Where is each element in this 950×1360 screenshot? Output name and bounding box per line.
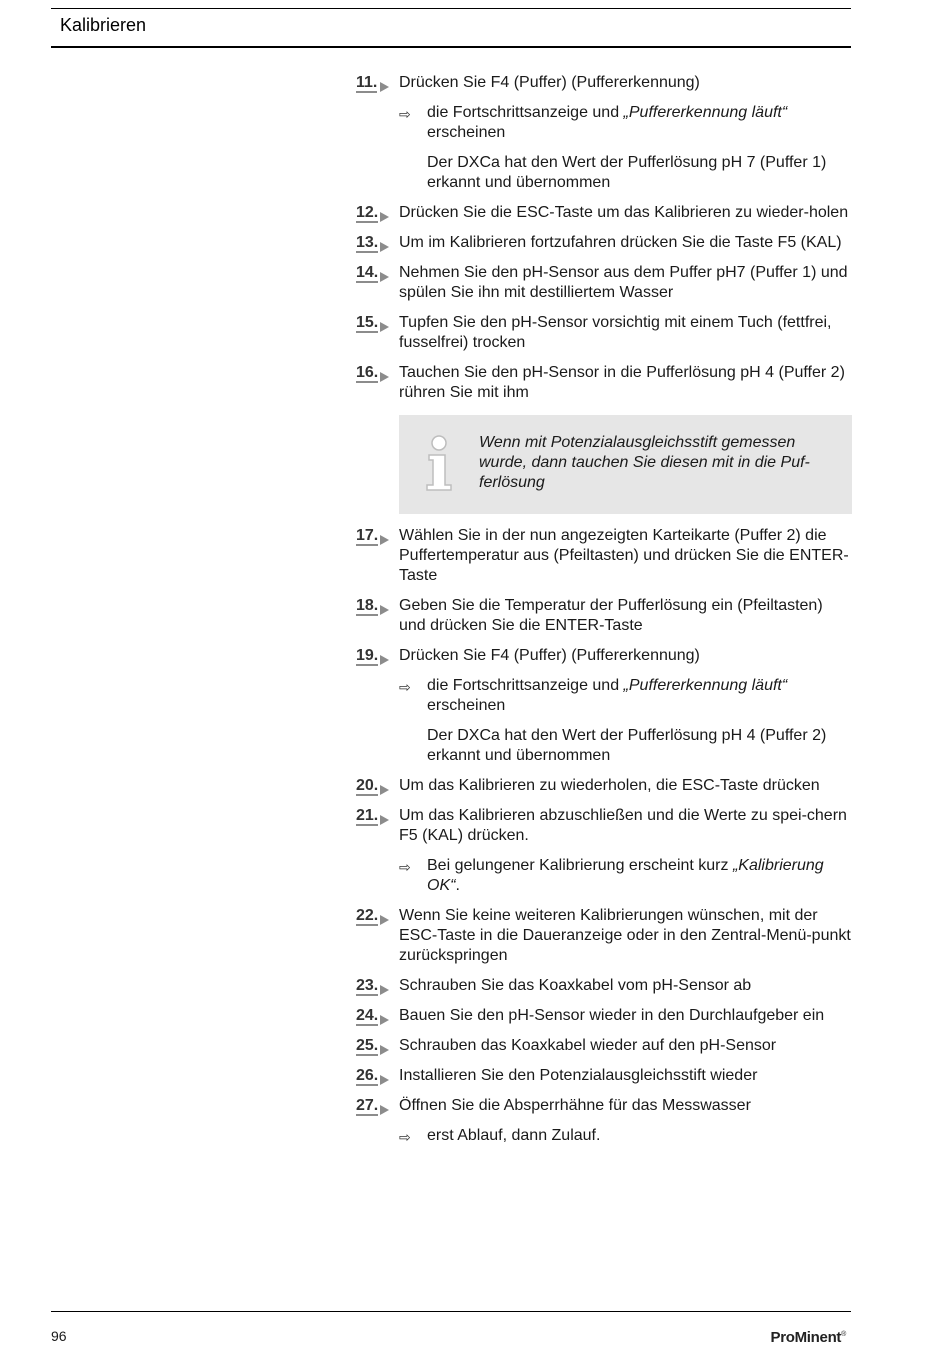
page-header-title: Kalibrieren xyxy=(60,15,147,35)
step-25: 25. Schrauben das Koaxkabel wieder auf den pH-Sensor xyxy=(356,1037,777,1054)
result-arrow-icon: ⇨ xyxy=(399,1129,411,1145)
step-20: 20. Um das Kalibrieren zu wiederholen, die ESC-Taste drücken xyxy=(356,777,820,794)
footer-rule xyxy=(51,1311,851,1312)
step-26: 26. Installieren Sie den Potenzialausgleichsstift wieder xyxy=(356,1067,758,1084)
note-19: Der DXCa hat den Wert der Pufferlösung pH 4 (Puffer 2) erkannt und übernommen xyxy=(427,727,827,764)
result-arrow-icon: ⇨ xyxy=(399,859,411,875)
step-27: 27. Öffnen Sie die Absperrhähne für das Messwasser xyxy=(356,1097,751,1114)
result-arrow-icon: ⇨ xyxy=(399,679,411,695)
info-box xyxy=(399,415,852,514)
step-23: 23. Schrauben Sie das Koaxkabel vom pH-Sensor ab xyxy=(356,977,752,994)
step-16: 16. Tauchen Sie den pH-Sensor in die Pufferlösung pH 4 (Puffer 2) rühren Sie mit ihm xyxy=(356,364,845,401)
step-24: 24. Bauen Sie den pH-Sensor wieder in den Durchlaufgeber ein xyxy=(356,1007,825,1024)
result-19: ⇨ die Fortschrittsanzeige und „Puffererkennung läuft“ erscheinen xyxy=(399,677,788,714)
step-18: 18. Geben Sie die Temperatur der Pufferlösung ein (Pfeiltasten) und drücken Sie die ENTER-Taste xyxy=(356,597,823,634)
instruction-list xyxy=(356,73,852,1156)
step-21: 21. Um das Kalibrieren abzuschließen und die Werte zu spei-chern F5 (KAL) drücken. xyxy=(356,807,847,844)
step-22: 22. Wenn Sie keine weiteren Kalibrierungen wünschen, mit der ESC-Taste in die Daueranzeige oder in den Zentral-Menü-punkt zurückspringen xyxy=(356,907,851,964)
info-text: Wenn mit Potenzialausgleichsstift gemessen wurde, dann tauchen Sie diesen mit in die Puf-ferlösung xyxy=(479,434,810,491)
header-top-rule xyxy=(51,8,851,9)
step-17: 17. Wählen Sie in der nun angezeigten Karteikarte (Puffer 2) die Puffertemperatur aus (Pfeiltasten) und drücken Sie die ENTER-Taste xyxy=(356,527,849,584)
header-bottom-rule xyxy=(51,46,851,48)
result-21: ⇨ Bei gelungener Kalibrierung erscheint kurz „Kalibrierung OK“. xyxy=(399,857,824,894)
step-12: 12. Drücken Sie die ESC-Taste um das Kalibrieren zu wieder-holen xyxy=(356,204,849,221)
info-icon xyxy=(423,435,455,491)
step-13: 13. Um im Kalibrieren fortzufahren drücken Sie die Taste F5 (KAL) xyxy=(356,234,842,251)
step-15: 15. Tupfen Sie den pH-Sensor vorsichtig mit einem Tuch (fettfrei, fusselfrei) trocken xyxy=(356,314,832,351)
step-number: 11. xyxy=(356,73,377,93)
page-number: 96 xyxy=(51,1328,67,1344)
brand-logo: ProMinent® xyxy=(770,1329,846,1346)
step-11 xyxy=(356,73,852,93)
note-11: Der DXCa hat den Wert der Pufferlösung pH 7 (Puffer 1) erkannt und übernommen xyxy=(427,154,827,191)
step-19: 19. Drücken Sie F4 (Puffer) (Puffererkennung) xyxy=(356,647,700,664)
step-14: 14. Nehmen Sie den pH-Sensor aus dem Puffer pH7 (Puffer 1) und spülen Sie ihn mit destilliertem Wasser xyxy=(356,264,848,301)
result-27: ⇨ erst Ablauf, dann Zulauf. xyxy=(399,1127,601,1145)
step-text: Drücken Sie F4 (Puffer) (Puffererkennung) xyxy=(399,74,700,91)
result-11: ⇨ die Fortschrittsanzeige und „Puffererkennung läuft“ erscheinen xyxy=(399,104,788,141)
result-arrow-icon: ⇨ xyxy=(399,106,411,122)
